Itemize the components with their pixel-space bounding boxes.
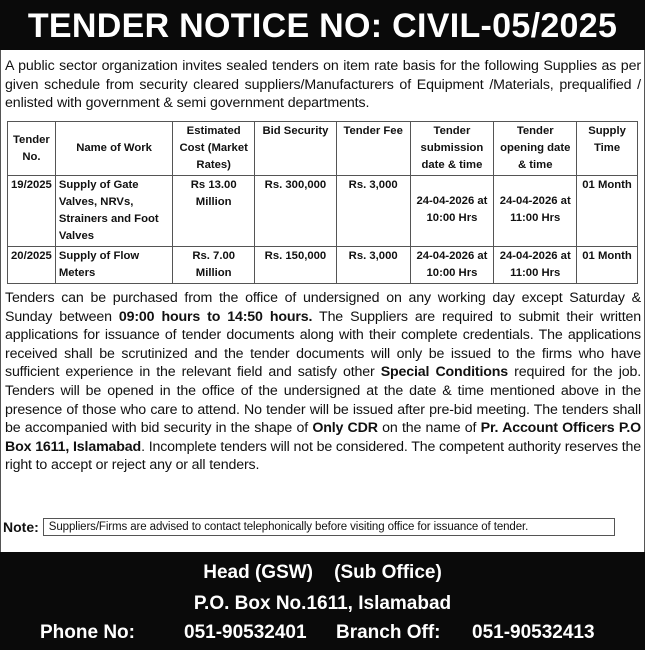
body-only-cdr: Only CDR xyxy=(312,420,378,437)
table-row xyxy=(8,247,638,284)
body-text: on the name of xyxy=(377,420,481,437)
cell-bid-security: Rs. 300,000 xyxy=(255,176,337,247)
body-hours: 09:00 hours to 14:50 hours. xyxy=(118,308,313,325)
header-cell: Name of Work xyxy=(55,122,172,176)
phone-label: Phone No: xyxy=(40,622,135,643)
cell-tender-fee: Rs. 3,000 xyxy=(336,247,410,284)
body-account-officer: Pr. Account Officers P.O Box 1611, Islamabad xyxy=(5,420,642,455)
header-cell: Tender Fee xyxy=(336,122,410,176)
cell-supply-time: 01 Month xyxy=(577,247,638,284)
note-text: Suppliers/Firms are advised to contact telephonically before visiting office for issuance of tender. xyxy=(43,518,615,536)
cell-opening: 24-04-2026 at 11:00 Hrs xyxy=(494,176,577,247)
terms-paragraph xyxy=(5,289,641,475)
note-label: Note: xyxy=(3,519,39,535)
cell-name-of-work: Supply of Flow Meters xyxy=(55,247,172,284)
footer-contact xyxy=(0,552,645,650)
cell-tender-no: 20/2025 xyxy=(8,247,56,284)
header-cell: Tender submission date & time xyxy=(410,122,494,176)
cell-estimated-cost: Rs 13.00 Million xyxy=(173,176,255,247)
cell-estimated-cost: Rs. 7.00 Million xyxy=(173,247,255,284)
table-row xyxy=(8,176,638,247)
table-header-row xyxy=(8,122,638,176)
footer-office: Head (GSW) (Sub Office) xyxy=(203,562,442,583)
cell-submission: 24-04-2026 at 10:00 Hrs xyxy=(410,176,494,247)
header-cell: Bid Security xyxy=(255,122,337,176)
intro-paragraph: A public sector organization invites sealed tenders on item rate basis for the following Supplies as per given schedule from security cleared suppliers/Manufacturers of Equipment /Materials, prequalified / enlisted with government & semi government departments. xyxy=(5,58,641,111)
cell-supply-time: 01 Month xyxy=(577,176,638,247)
branch-label: Branch Off: xyxy=(336,622,441,643)
note xyxy=(3,518,615,536)
notice-title: TENDER NOTICE NO: CIVIL-05/2025 xyxy=(0,0,645,50)
body-text: . Incomplete tenders will not be considered. The competent authority reserves the right to accept or reject any or all tenders. xyxy=(5,438,642,474)
cell-name-of-work: Supply of Gate Valves, NRVs, Strainers and Foot Valves xyxy=(55,176,172,247)
cell-opening: 24-04-2026 at 11:00 Hrs xyxy=(494,247,577,284)
body-text: Tenders can be purchased from the office of undersigned on any working day except Saturday & Sunday between xyxy=(5,290,641,325)
footer-address: P.O. Box No.1611, Islamabad xyxy=(193,593,452,614)
header-cell: Supply Time xyxy=(577,122,638,176)
header-cell: Tender No. xyxy=(8,122,56,176)
cell-tender-no: 19/2025 xyxy=(8,176,56,247)
body-text: The Suppliers are required to submit their written applications for issuance of tender documents along with their complete credentials. The applications received shall be scrutinized and the tender documents will only be issued to the firms who have sufficient experience in the relevant field and satisfy other xyxy=(5,308,641,381)
body-special-conditions: Special Conditions xyxy=(380,364,509,381)
branch-phone: 051-90532413 xyxy=(472,622,595,643)
phone-number: 051-90532401 xyxy=(184,622,307,643)
tender-table xyxy=(7,121,638,284)
header-cell: Tender opening date & time xyxy=(494,122,577,176)
body-text: required for the job. Tenders will be opened in the office of the undersigned at the date & time mentioned above in the presence of those who care to attend. No tender will be issued after pre-bid meeting. The tenders shall be accompanied with bid security in the shape of xyxy=(5,364,641,437)
cell-bid-security: Rs. 150,000 xyxy=(255,247,337,284)
cell-submission: 24-04-2026 at 10:00 Hrs xyxy=(410,247,494,284)
header-cell: Estimated Cost (Market Rates) xyxy=(173,122,255,176)
cell-tender-fee: Rs. 3,000 xyxy=(336,176,410,247)
